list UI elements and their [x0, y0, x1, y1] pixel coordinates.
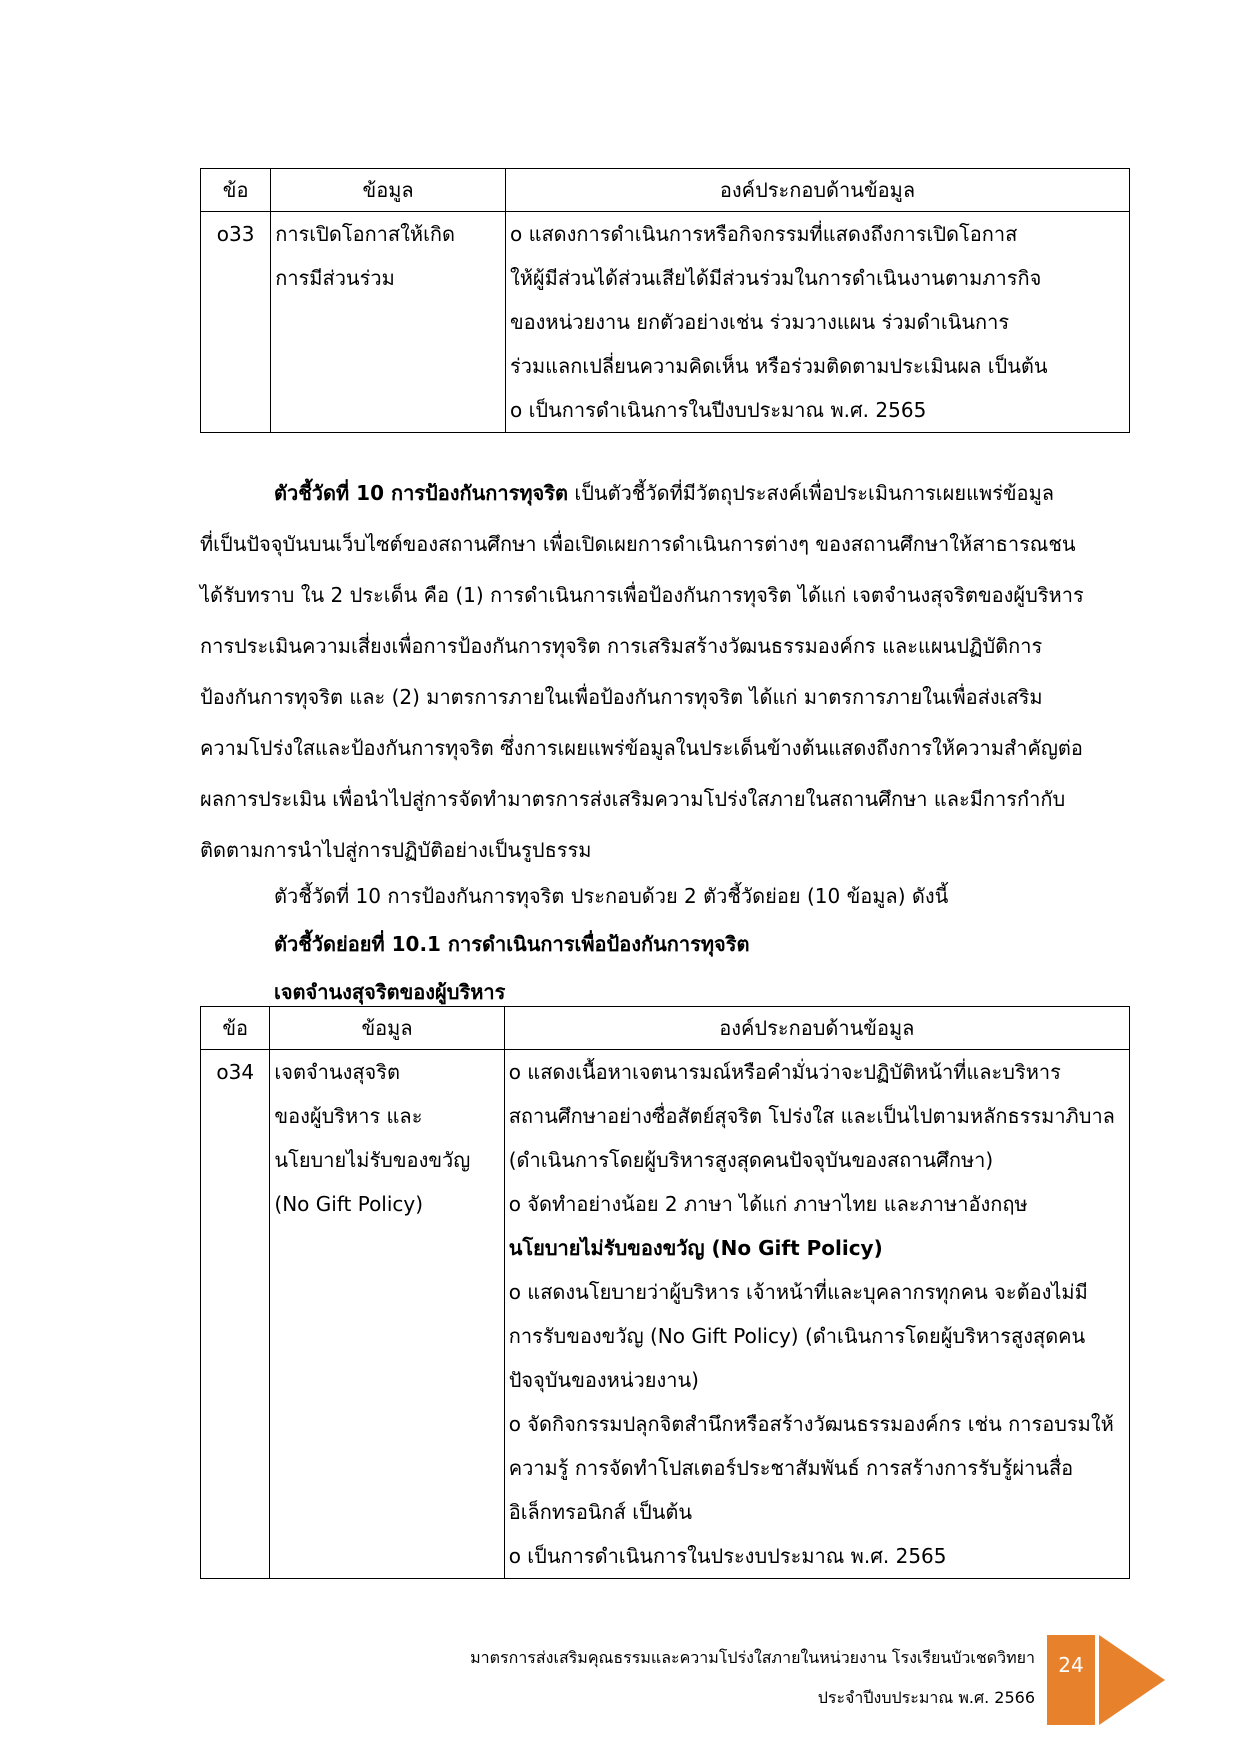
- detail-line: o แสดงเนื้อหาเจตนารมณ์หรือคำมั่นว่าจะปฏิบัติหน้าที่และบริหาร: [508, 1060, 1061, 1084]
- paragraph-line: ผลการประเมิน เพื่อนำไปสู่การจัดทำมาตรการส่งเสริมความโปร่งใสภายในสถานศึกษา และมีการกำกับ: [200, 787, 1066, 811]
- paragraph-bold-lead: ตัวชี้วัดที่ 10 การป้องกันการทุจริต: [274, 481, 569, 505]
- info-line: (No Gift Policy): [274, 1192, 424, 1216]
- header-details: องค์ประกอบด้านข้อมูล: [504, 1007, 1129, 1050]
- header-no: ข้อ: [201, 1007, 270, 1050]
- row-details-cell: [504, 1050, 1129, 1579]
- paragraph-line: ป้องกันการทุจริต และ (2) มาตรการภายในเพื่อป้องกันการทุจริต ได้แก่ มาตรการภายในเพื่อส่งเสริม: [200, 685, 1043, 709]
- row-info-cell: [271, 212, 506, 433]
- indicator-paragraph: [200, 468, 1130, 876]
- paragraph-line: ที่เป็นปัจจุบันบนเว็บไซต์ของสถานศึกษา เพื่อเปิดเผยการดำเนินการต่างๆ ของสถานศึกษาให้สาธารณชน: [200, 532, 1076, 556]
- sub-indicator-block: [274, 872, 948, 1016]
- table-header: [201, 169, 1130, 212]
- table-o33: [200, 168, 1130, 433]
- row-no: o34: [216, 1060, 255, 1084]
- detail-line: (ดำเนินการโดยผู้บริหารสูงสุดคนปัจจุบันของสถานศึกษา): [508, 1148, 994, 1172]
- header-details: องค์ประกอบด้านข้อมูล: [505, 169, 1129, 212]
- detail-line: o จัดกิจกรรมปลุกจิตสำนึกหรือสร้างวัฒนธรรมองค์กร เช่น การอบรมให้: [508, 1412, 1114, 1436]
- paragraph-line: ติดตามการนำไปสู่การปฏิบัติอย่างเป็นรูปธรรม: [200, 838, 592, 862]
- row-info-cell: [270, 1050, 504, 1579]
- detail-line: ความรู้ การจัดทำโปสเตอร์ประชาสัมพันธ์ การสร้างการรับรู้ผ่านสื่อ: [508, 1456, 1074, 1480]
- detail-line: ร่วมแลกเปลี่ยนความคิดเห็น หรือร่วมติดตามประเมินผล เป็นต้น: [509, 354, 1048, 378]
- table-row: [201, 212, 1130, 433]
- page-number: 24: [1047, 1635, 1095, 1725]
- detail-heading: นโยบายไม่รับของขวัญ (No Gift Policy): [508, 1236, 883, 1260]
- paragraph-line: ได้รับทราบ ใน 2 ประเด็น คือ (1) การดำเนินการเพื่อป้องกันการทุจริต ได้แก่ เจตจำนงสุจริตของผู้บริหาร: [200, 583, 1084, 607]
- row-no: o33: [216, 222, 255, 246]
- detail-line: o แสดงการดำเนินการหรือกิจกรรมที่แสดงถึงการเปิดโอกาส: [509, 222, 1018, 246]
- detail-line: การรับของขวัญ (No Gift Policy) (ดำเนินการโดยผู้บริหารสูงสุดคน: [508, 1324, 1086, 1348]
- detail-line: o เป็นการดำเนินการในปีงบประมาณ พ.ศ. 2565: [509, 398, 927, 422]
- paragraph-line: การประเมินความเสี่ยงเพื่อการป้องกันการทุจริต การเสริมสร้างวัฒนธรรมองค์กร และแผนปฏิบัติการ: [200, 634, 1043, 658]
- info-line: เจตจำนงสุจริต: [274, 1060, 401, 1084]
- info-line: นโยบายไม่รับของขวัญ: [274, 1148, 471, 1172]
- detail-line: ของหน่วยงาน ยกตัวอย่างเช่น ร่วมวางแผน ร่วมดำเนินการ: [509, 310, 1010, 334]
- detail-line: สถานศึกษาอย่างซื่อสัตย์สุจริต โปร่งใส และเป็นไปตามหลักธรรมาภิบาล: [508, 1104, 1115, 1128]
- sub-intro: ตัวชี้วัดที่ 10 การป้องกันการทุจริต ประกอบด้วย 2 ตัวชี้วัดย่อย (10 ข้อมูล) ดังนี้: [274, 884, 949, 908]
- header-no: ข้อ: [201, 169, 271, 212]
- detail-line: o แสดงนโยบายว่าผู้บริหาร เจ้าหน้าที่และบุคลากรทุกคน จะต้องไม่มี: [508, 1280, 1088, 1304]
- sub-subheading: เจตจำนงสุจริตของผู้บริหาร: [274, 980, 506, 1004]
- table-o34: [200, 1006, 1130, 1579]
- detail-line: ปัจจุบันของหน่วยงาน): [508, 1368, 699, 1392]
- footer-line2: ประจำปีงบประมาณ พ.ศ. 2566: [817, 1688, 1035, 1707]
- page-arrow-icon: [1099, 1635, 1165, 1725]
- info-line: การมีส่วนร่วม: [275, 266, 395, 290]
- detail-line: ให้ผู้มีส่วนได้ส่วนเสียได้มีส่วนร่วมในการดำเนินงานตามภารกิจ: [509, 266, 1042, 290]
- paragraph-line: ความโปร่งใสและป้องกันการทุจริต ซึ่งการเผยแพร่ข้อมูลในประเด็นข้างต้นแสดงถึงการให้ความสำคัญต่อ: [200, 736, 1083, 760]
- row-details-cell: [505, 212, 1129, 433]
- header-info: ข้อมูล: [270, 1007, 504, 1050]
- footer-line1: มาตรการส่งเสริมคุณธรรมและความโปร่งใสภายในหน่วยงาน โรงเรียนบัวเชดวิทยา: [470, 1648, 1035, 1667]
- table-row: [201, 1050, 1130, 1579]
- sub-heading: ตัวชี้วัดย่อยที่ 10.1 การดำเนินการเพื่อป้องกันการทุจริต: [274, 932, 750, 956]
- info-line: ของผู้บริหาร และ: [274, 1104, 423, 1128]
- table-header: [201, 1007, 1130, 1050]
- detail-line: o เป็นการดำเนินการในประงบประมาณ พ.ศ. 2565: [508, 1544, 947, 1568]
- paragraph-line: [200, 468, 1130, 519]
- detail-line: o จัดทำอย่างน้อย 2 ภาษา ได้แก่ ภาษาไทย และภาษาอังกฤษ: [508, 1192, 1028, 1216]
- detail-line: อิเล็กทรอนิกส์ เป็นต้น: [508, 1500, 693, 1524]
- header-info: ข้อมูล: [271, 169, 506, 212]
- paragraph-line1-rest: เป็นตัวชี้วัดที่มีวัตถุประสงค์เพื่อประเมินการเผยแพร่ข้อมูล: [568, 481, 1055, 505]
- info-line: การเปิดโอกาสให้เกิด: [275, 222, 456, 246]
- row-no-cell: [201, 1050, 270, 1579]
- row-no-cell: [201, 212, 271, 433]
